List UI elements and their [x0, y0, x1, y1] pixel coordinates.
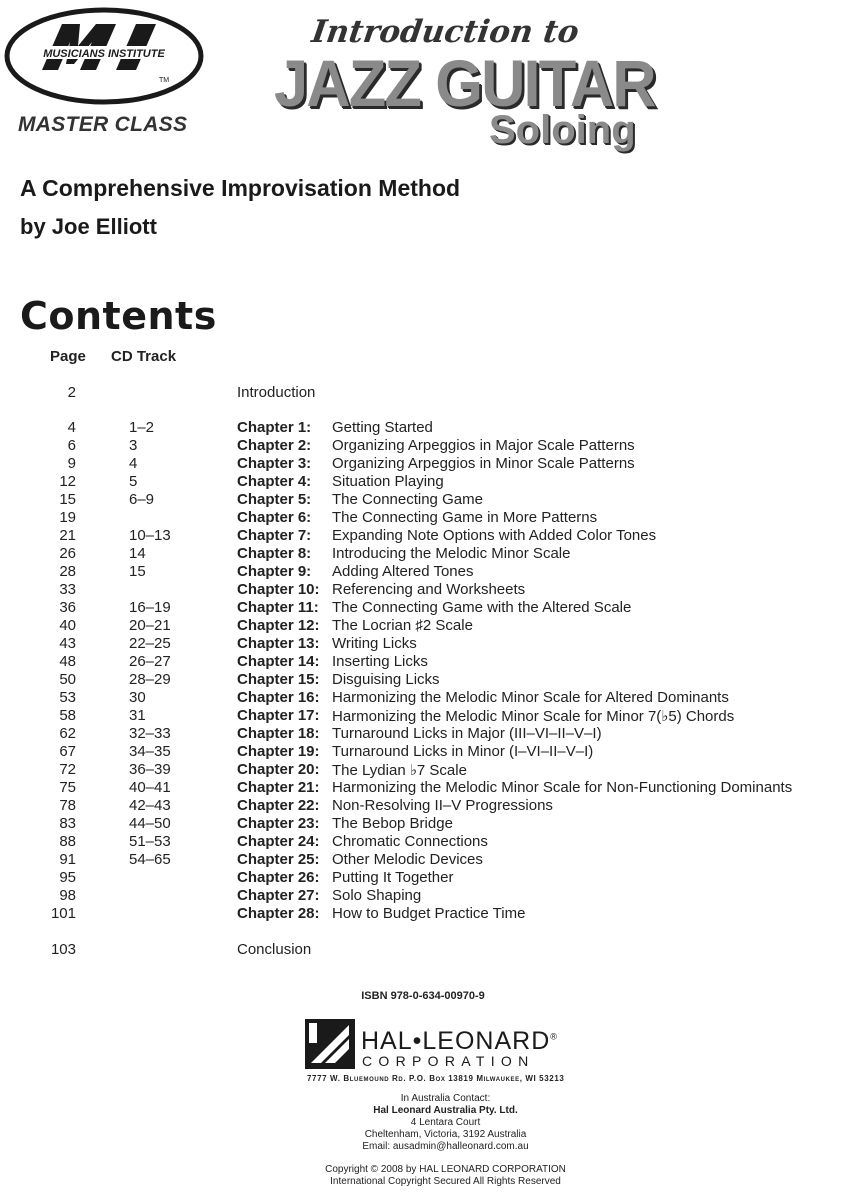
toc-page-number: 62: [59, 725, 76, 742]
toc-page-number: 103: [50, 941, 76, 958]
hal-leonard-logo-icon: [305, 1019, 355, 1069]
toc-chapter-title: Other Melodic Devices: [332, 851, 483, 868]
copyright-notice: Copyright © 2008 by HAL LEONARD CORPORATION: [325, 1164, 566, 1175]
toc-chapter-title: Disguising Licks: [332, 671, 440, 688]
toc-cd-track: 3: [129, 437, 138, 454]
toc-chapter-title: Turnaround Licks in Minor (I–VI–II–V–I): [332, 743, 594, 760]
toc-page-number: 98: [59, 887, 76, 904]
toc-chapter-title: Putting It Together: [332, 869, 454, 886]
toc-chapter-number: Chapter 9:: [237, 563, 312, 580]
toc-chapter-title: Inserting Licks: [332, 653, 428, 670]
toc-chapter-title: Turnaround Licks in Major (III–VI–II–V–I): [332, 725, 602, 742]
toc-cd-track: 34–35: [129, 743, 171, 760]
toc-page-number: 9: [67, 455, 76, 472]
toc-cd-track: 5: [129, 473, 138, 490]
toc-page-number: 95: [59, 869, 76, 886]
book-subtitle: A Comprehensive Improvisation Method: [20, 175, 461, 201]
toc-chapter-title: Chromatic Connections: [332, 833, 488, 850]
toc-cd-track: 6–9: [129, 491, 155, 508]
toc-page-number: 28: [59, 563, 76, 580]
toc-page-number: 19: [59, 509, 76, 526]
australia-street: 4 Lentara Court: [410, 1117, 481, 1128]
toc-title: Introduction: [237, 384, 316, 401]
toc-chapter-title: The Connecting Game: [332, 491, 483, 508]
toc-cd-track: 40–41: [129, 779, 171, 796]
toc-page-number: 2: [67, 384, 76, 401]
toc-chapter-number: Chapter 1:: [237, 419, 312, 436]
toc-chapter-number: Chapter 22:: [237, 797, 320, 814]
book-title-intro: Introduction to: [309, 14, 582, 50]
australia-city: Cheltenham, Victoria, 3192 Australia: [364, 1129, 527, 1140]
book-title-main: JAZZ GUITAR: [274, 46, 655, 120]
toc-cd-track: 51–53: [129, 833, 171, 850]
toc-cd-track: 28–29: [129, 671, 171, 688]
toc-page-number: 88: [59, 833, 76, 850]
toc-chapter-title: Organizing Arpeggios in Minor Scale Patterns: [332, 455, 635, 472]
book-title-sub: Soloing: [489, 108, 636, 152]
australia-email: Email: ausadmin@halleonard.com.au: [362, 1141, 529, 1152]
toc-page-number: 26: [59, 545, 76, 562]
contents-heading: Contents: [20, 294, 217, 338]
column-header-page: Page: [50, 348, 86, 365]
toc-cd-track: 26–27: [129, 653, 171, 670]
toc-chapter-title: Adding Altered Tones: [332, 563, 474, 580]
toc-page-number: 75: [59, 779, 76, 796]
toc-page-number: 15: [59, 491, 76, 508]
toc-title: Conclusion: [237, 941, 312, 958]
toc-chapter-title: Organizing Arpeggios in Major Scale Patterns: [332, 437, 635, 454]
toc-page-number: 83: [59, 815, 76, 832]
toc-cd-track: 54–65: [129, 851, 171, 868]
toc-cd-track: 16–19: [129, 599, 171, 616]
australia-contact-name: Hal Leonard Australia Pty. Ltd.: [373, 1105, 518, 1116]
toc-chapter-number: Chapter 27:: [237, 887, 320, 904]
toc-cd-track: 14: [129, 545, 146, 562]
toc-chapter-title: Harmonizing the Melodic Minor Scale for Minor 7(♭5) Chords: [332, 708, 735, 725]
toc-page-number: 48: [59, 653, 76, 670]
toc-chapter-number: Chapter 18:: [237, 725, 320, 742]
publisher-address: 7777 W. Bluemound Rd. P.O. Box 13819 Milwaukee, WI 53213: [307, 1074, 565, 1083]
toc-page-number: 58: [59, 707, 76, 724]
toc-chapter-number: Chapter 12:: [237, 617, 320, 634]
toc-page-number: 21: [59, 527, 76, 544]
toc-page-number: 36: [59, 599, 76, 616]
toc-chapter-title: Getting Started: [332, 419, 433, 436]
toc-chapter-title: The Bebop Bridge: [332, 815, 453, 832]
toc-chapter-number: Chapter 8:: [237, 545, 312, 562]
toc-chapter-title: Solo Shaping: [332, 887, 422, 904]
toc-cd-track: 22–25: [129, 635, 171, 652]
toc-cd-track: 31: [129, 707, 146, 724]
book-author: by Joe Elliott: [20, 214, 157, 239]
toc-chapter-number: Chapter 13:: [237, 635, 320, 652]
toc-page-number: 50: [59, 671, 76, 688]
toc-chapter-title: Harmonizing the Melodic Minor Scale for Non-Functioning Dominants: [332, 779, 793, 796]
toc-chapter-number: Chapter 4:: [237, 473, 312, 490]
toc-cd-track: 44–50: [129, 815, 171, 832]
toc-cd-track: 42–43: [129, 797, 171, 814]
musicians-institute-logo: [4, 6, 204, 106]
toc-chapter-title: Referencing and Worksheets: [332, 581, 526, 598]
toc-chapter-number: Chapter 23:: [237, 815, 320, 832]
toc-chapter-number: Chapter 7:: [237, 527, 312, 544]
toc-chapter-number: Chapter 10:: [237, 581, 320, 598]
toc-page-number: 12: [59, 473, 76, 490]
toc-page-number: 72: [59, 761, 76, 778]
toc-page-number: 67: [59, 743, 76, 760]
toc-chapter-number: Chapter 28:: [237, 905, 320, 922]
publisher-name-text: HAL•LEONARD: [361, 1027, 551, 1055]
toc-page-number: 101: [50, 905, 76, 922]
toc-chapter-title: Non-Resolving II–V Progressions: [332, 797, 553, 814]
toc-cd-track: 20–21: [129, 617, 171, 634]
trademark-mark: TM: [159, 77, 170, 84]
toc-chapter-title: Expanding Note Options with Added Color Tones: [332, 527, 657, 544]
publisher-corporation: CORPORATION: [362, 1053, 535, 1069]
toc-cd-track: 15: [129, 563, 146, 580]
toc-cd-track: 36–39: [129, 761, 171, 778]
toc-page-number: 4: [67, 419, 76, 436]
publisher-name: [361, 1027, 558, 1056]
toc-cd-track: 1–2: [129, 419, 155, 436]
toc-page-number: 40: [59, 617, 76, 634]
toc-chapter-title: The Locrian ♯2 Scale: [332, 617, 473, 634]
toc-page-number: 91: [59, 851, 76, 868]
toc-page-number: 78: [59, 797, 76, 814]
toc-chapter-number: Chapter 5:: [237, 491, 312, 508]
toc-cd-track: 32–33: [129, 725, 171, 742]
master-class-label: MASTER CLASS: [18, 113, 188, 136]
toc-chapter-title: Situation Playing: [332, 473, 444, 490]
toc-chapter-number: Chapter 17:: [237, 707, 320, 724]
rights-notice: International Copyright Secured All Rights Reserved: [330, 1176, 561, 1187]
toc-chapter-title: The Connecting Game with the Altered Scale: [332, 599, 632, 616]
toc-cd-track: 10–13: [129, 527, 171, 544]
toc-chapter-title: Harmonizing the Melodic Minor Scale for Altered Dominants: [332, 689, 729, 706]
toc-chapter-title: The Connecting Game in More Patterns: [332, 509, 598, 526]
registered-mark: ®: [550, 1031, 558, 1042]
isbn-number: ISBN 978-0-634-00970-9: [361, 990, 485, 1002]
toc-chapter-title: The Lydian ♭7 Scale: [332, 762, 467, 779]
toc-chapter-number: Chapter 11:: [237, 599, 319, 616]
toc-chapter-number: Chapter 2:: [237, 437, 312, 454]
toc-chapter-number: Chapter 6:: [237, 509, 312, 526]
toc-chapter-number: Chapter 26:: [237, 869, 320, 886]
toc-chapter-number: Chapter 19:: [237, 743, 320, 760]
toc-chapter-number: Chapter 21:: [237, 779, 320, 796]
australia-contact-label: In Australia Contact:: [400, 1093, 491, 1104]
toc-chapter-number: Chapter 25:: [237, 851, 320, 868]
toc-page-number: 53: [59, 689, 76, 706]
toc-page-number: 33: [59, 581, 76, 598]
toc-chapter-title: Introducing the Melodic Minor Scale: [332, 545, 571, 562]
toc-chapter-number: Chapter 20:: [237, 761, 320, 778]
toc-page-number: 43: [59, 635, 76, 652]
toc-page-number: 6: [67, 437, 76, 454]
toc-chapter-number: Chapter 24:: [237, 833, 320, 850]
toc-chapter-title: How to Budget Practice Time: [332, 905, 526, 922]
toc-chapter-number: Chapter 16:: [237, 689, 320, 706]
mi-logo-text: MUSICIANS INSTITUTE: [43, 48, 165, 60]
toc-cd-track: 4: [129, 455, 138, 472]
column-header-cd-track: CD Track: [111, 348, 177, 365]
toc-chapter-title: Writing Licks: [332, 635, 417, 652]
toc-chapter-number: Chapter 3:: [237, 455, 312, 472]
toc-cd-track: 30: [129, 689, 146, 706]
toc-chapter-number: Chapter 15:: [237, 671, 320, 688]
toc-chapter-number: Chapter 14:: [237, 653, 320, 670]
